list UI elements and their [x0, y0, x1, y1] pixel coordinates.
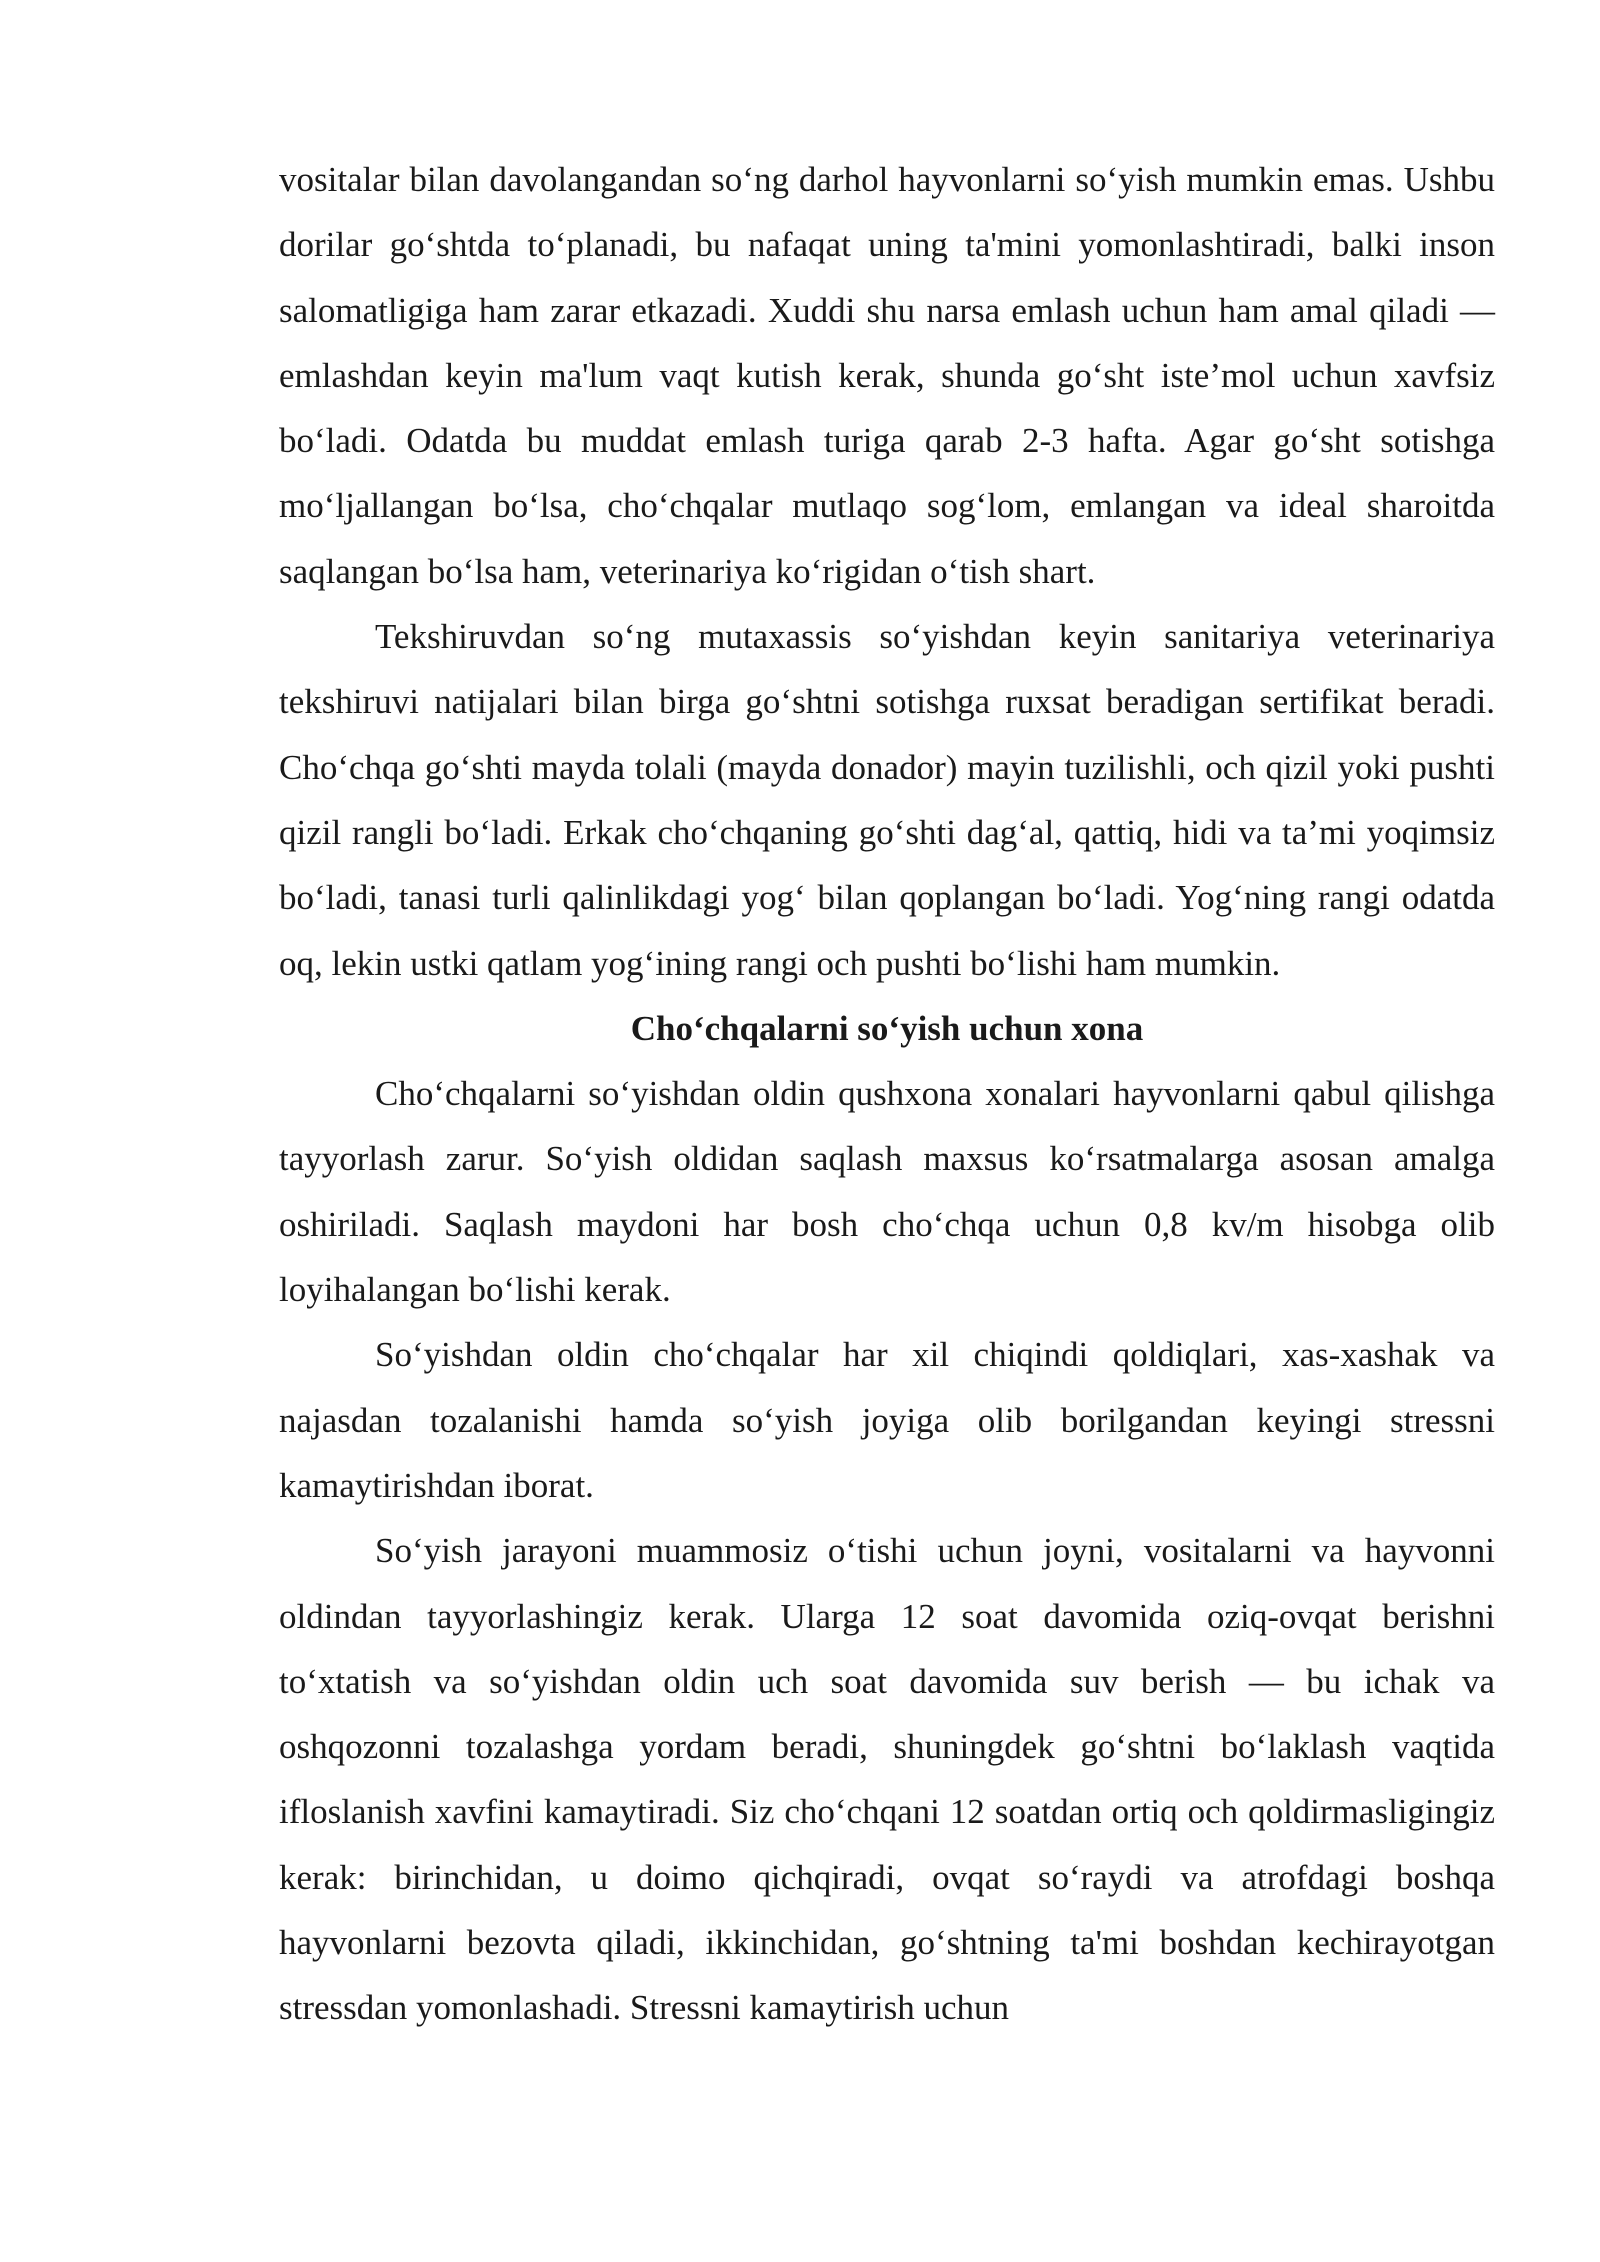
- paragraph-cleaning: So‘yishdan oldin cho‘chqalar har xil chiqindi qoldiqlari, xas-xashak va najasdan tozalanishi hamda so‘yish joyiga olib borilgandan keyingi stressni kamaytirishdan iborat.: [279, 1335, 1495, 1505]
- paragraph-inspection: Tekshiruvdan so‘ng mutaxassis so‘yishdan keyin sanitariya veterinariya tekshiruvi natijalari bilan birga go‘shtni sotishga ruxsat beradigan sertifikat beradi. Cho‘chqa go‘shti mayda tolali (mayda donador) mayin tuzilishli, och qizil yoki pushti qizil rangli bo‘ladi. Erkak cho‘chqaning go‘shti dag‘al, qattiq, hidi va ta’mi yoqimsiz bo‘ladi, tanasi turli qalinlikdagi yog‘ bilan qoplangan bo‘ladi. Yog‘ning rangi odatda oq, lekin ustki qatlam yog‘ining rangi och pushti bo‘lishi ham mumkin.: [279, 617, 1495, 983]
- section-heading: Cho‘chqalarni so‘yish uchun xona: [630, 1008, 1144, 1048]
- paragraph-continuation: vositalar bilan davolangandan so‘ng darhol hayvonlarni so‘yish mumkin emas. Ushbu dorilar go‘shtda to‘planadi, bu nafaqat uning ta'mini yomonlashtiradi, balki inson salomatligiga ham zarar etkazadi. Xuddi shu narsa emlash uchun ham amal qiladi — emlashdan keyin ma'lum vaqt kutish kerak, shunda go‘sht iste’mol uchun xavfsiz bo‘ladi. Odatda bu muddat emlash turiga qarab 2-3 hafta. Agar go‘sht sotishga mo‘ljallangan bo‘lsa, cho‘chqalar mutlaqo sog‘lom, emlangan va ideal sharoitda saqlangan bo‘lsa ham, veterinariya ko‘rigidan o‘tish shart.: [279, 160, 1495, 591]
- paragraph-preparation: So‘yish jarayoni muammosiz o‘tishi uchun joyni, vositalarni va hayvonni oldindan tayyorlashingiz kerak. Ularga 12 soat davomida oziq-ovqat berishni to‘xtatish va so‘yishdan oldin uch soat davomida suv berish — bu ichak va oshqozonni tozalashga yordam beradi, shuningdek go‘shtni bo‘laklash vaqtida ifloslanish xavfini kamaytiradi. Siz cho‘chqani 12 soatdan ortiq och qoldirmasligingiz kerak: birinchidan, u doimo qichqiradi, ovqat so‘raydi va atrofdagi boshqa hayvonlarni bezovta qiladi, ikkinchidan, go‘shtning ta'mi boshdan kechirayotgan stressdan yomonlashadi. Stressni kamaytirish uchun: [279, 1531, 1495, 2028]
- document-page: [279, 147, 1495, 2041]
- paragraph-slaughter-room: Cho‘chqalarni so‘yishdan oldin qushxona xonalari hayvonlarni qabul qilishga tayyorlash zarur. So‘yish oldidan saqlash maxsus ko‘rsatmalarga asosan amalga oshiriladi. Saqlash maydoni har bosh cho‘chqa uchun 0,8 kv/m hisobga olib loyihalangan bo‘lishi kerak.: [279, 1074, 1495, 1310]
